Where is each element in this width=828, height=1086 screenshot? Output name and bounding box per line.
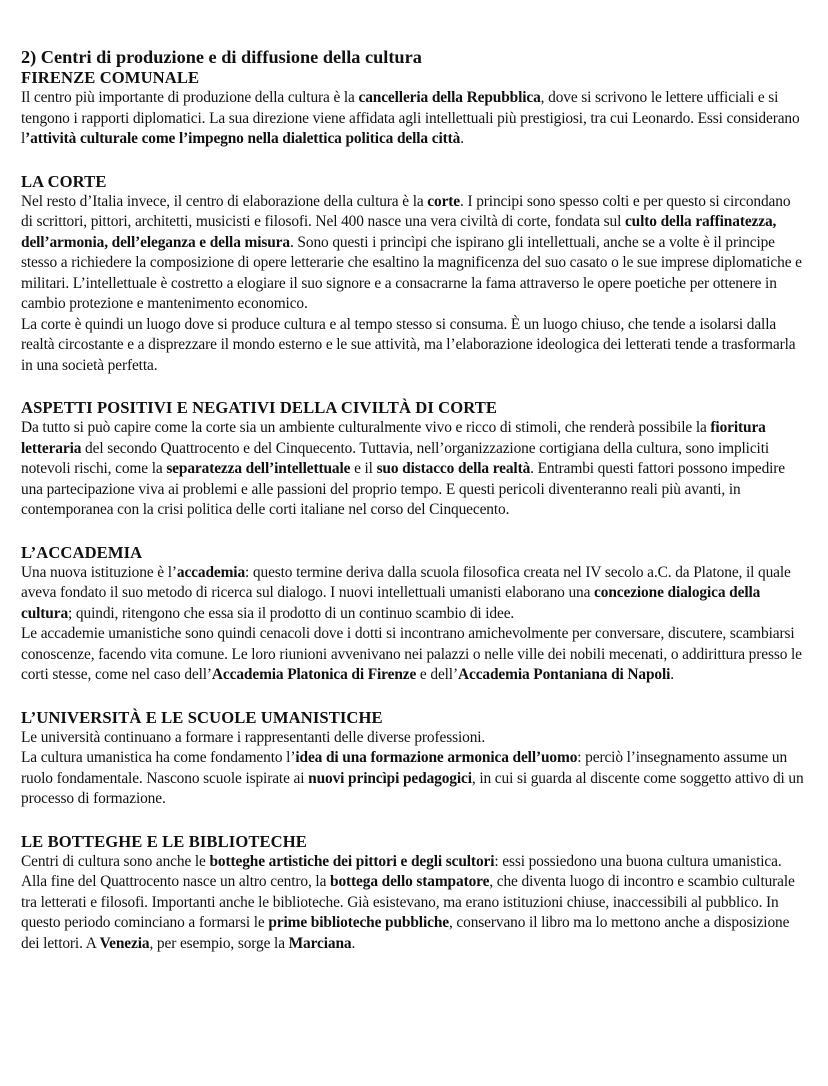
text-run: : questo termine deriva dalla scuola filosofica creata nel IV secolo a.C. da Platone, il quale aveva fondato il suo metodo di ricerca sul dialogo. I nuovi intellettuali umanisti elaborano una [21,563,791,601]
bold-text: culto della raffinatezza, dell’armonia, dell’eleganza e della misura [21,213,777,251]
bold-text: suo distacco della realtà [376,460,531,477]
section-heading: ASPETTI POSITIVI E NEGATIVI DELLA CIVILTÀ DI CORTE [21,398,498,417]
text-run: . [460,130,464,147]
bold-text: nuovi princìpi pedagogici [308,769,472,787]
bold-text: corte [427,192,461,210]
section [21,68,804,150]
section [21,832,804,955]
section-paragraph [21,192,804,315]
section-heading: LA CORTE [21,171,107,191]
text-run: , dove si scrivono le lettere ufficiali e si tengono i rapporti diplomatici. La sua direzione viene affidata agli intellettuali più prestigiosi, tra cui Leonardo. Essi considerano l [21,89,800,147]
bold-text: Venezia [99,934,150,952]
text-run: Da tutto si può capire come la corte sia un ambiente culturalmente vivo e ricco di stimoli, che renderà possibile la [21,419,711,436]
bold-text: Accademia Pontaniana di Napoli [457,666,671,683]
section-heading: L’ACCADEMIA [21,542,143,562]
bold-text: cancelleria della Repubblica [358,89,541,106]
bold-text: ’attività culturale come l’impegno nella dialettica politica della città [25,130,461,147]
bold-text: Marciana [288,934,352,952]
document-title: 2) Centri di produzione e di diffusione della cultura [21,47,422,67]
text-run: . Entrambi questi fattori possono impedire una partecipazione viva ai problemi e alle passioni del proprio tempo. E questi pericoli diventeranno reali più avanti, in contemporanea con la crisi politica delle corti italiane nel corso del Cinquecento. [21,460,786,518]
text-run: ; quindi, ritengono che essa sia il prodotto di un continuo scambio di idee. [68,604,515,622]
bold-text: botteghe artistiche dei pittori e degli scultori [209,852,495,870]
bold-text: prime biblioteche pubbliche [268,914,449,931]
text-run: e il [350,460,377,477]
text-run: . [351,934,356,952]
text-run: . [670,666,675,683]
section-paragraph [21,315,804,377]
text-run: Il centro più importante di produzione della cultura è la [21,89,359,106]
text-run: : perciò l’insegnamento assume un ruolo fondamentale. Nascono scuole ispirate ai [21,749,788,787]
section-heading: LE BOTTEGHE E LE BIBLIOTECHE [21,831,307,851]
section-paragraph [21,728,804,749]
section-heading: L’UNIVERSITÀ E LE SCUOLE UMANISTICHE [21,707,383,727]
text-run: del secondo Quattrocento e del Cinquecento. Tuttavia, nell’organizzazione cortigiana della cultura, sono impliciti notevoli rischi, come la [21,439,770,477]
bold-text: bottega dello stampatore [330,873,490,890]
section [21,398,804,521]
section [21,543,804,686]
section [21,172,804,377]
section-paragraph [21,748,804,810]
text-run: , conservano il libro ma lo mettono anche a disposizione dei lettori. A [21,914,790,952]
section-paragraph [21,418,804,521]
bold-text: separatezza dell’intellettuale [166,460,351,477]
text-run: Le accademie umanistiche sono quindi cenacoli dove i dotti si incontrano amichevolmente per conversare, discutere, scambiarsi conoscenze, facendo vita comune. Le loro riunioni avvenivano nei palazzi o nelle ville dei nobili mecenati, o addirittura presso le corti stesse, come nel caso dell’ [21,625,802,683]
bold-text: accademia [176,563,246,581]
section [21,708,804,810]
section-heading: FIRENZE COMUNALE [21,68,200,87]
text-run: , che diventa luogo di incontro e scambio culturale tra letterati e filosofi. Importanti anche le biblioteche. Già esistevano, ma erano istituzioni chiuse, inaccessibili al pubblico. In questo periodo cominciano a formarsi le [21,873,795,931]
text-run: e dell’ [416,666,458,683]
text-run: . I principi sono spesso colti e per questo si circondano di scrittori, pittori, architetti, musicisti e filosofi. Nel 400 nasce una vera civiltà di corte, fondata sul [21,192,791,230]
text-run: , per esempio, sorge la [149,934,289,952]
text-run: Nel resto d’Italia invece, il centro di elaborazione della cultura è la [21,192,428,210]
text-run: Una nuova istituzione è l’ [21,563,177,581]
text-run: La cultura umanistica ha come fondamento l’ [21,749,296,766]
bold-text: fioritura letteraria [21,419,766,457]
bold-text: idea di una formazione armonica dell’uomo [295,749,578,766]
bold-text: concezione dialogica della cultura [21,584,761,622]
section-paragraph [21,852,804,955]
bold-text: Accademia Platonica di Firenze [211,666,417,683]
text-run: : essi possiedono una buona cultura umanistica. Alla fine del Quattrocento nasce un altro centro, la [21,852,782,890]
section-paragraph [21,88,804,150]
section-paragraph [21,563,804,625]
text-run: La corte è quindi un luogo dove si produce cultura e al tempo stesso si consuma. È un luogo chiuso, che tende a isolarsi dalla realtà circostante e a disprezzare il mondo esterno e le sue attività, ma l’elaborazione ideologica dei letterati tende a trasformarla in una società perfetta. [21,315,796,374]
text-run: . Sono questi i princìpi che ispirano gli intellettuali, anche se a volte è il principe stesso a richiedere la composizione di opere letterarie che esaltino la magnificenza del suo casato o le sue imprese diplomatiche e militari. L’intellettuale è costretto a elogiare il suo signore e a consacrarne la fama attraverso le opere poetiche per ottenere in cambio protezione e mantenimento economico. [21,233,802,312]
text-run: , in cui si guarda al discente come soggetto attivo di un processo di formazione. [21,769,804,807]
text-run: Le università continuano a formare i rappresentanti delle diverse professioni. [21,728,486,746]
document-body [21,68,804,954]
section-paragraph [21,624,804,686]
text-run: Centri di cultura sono anche le [21,852,210,870]
